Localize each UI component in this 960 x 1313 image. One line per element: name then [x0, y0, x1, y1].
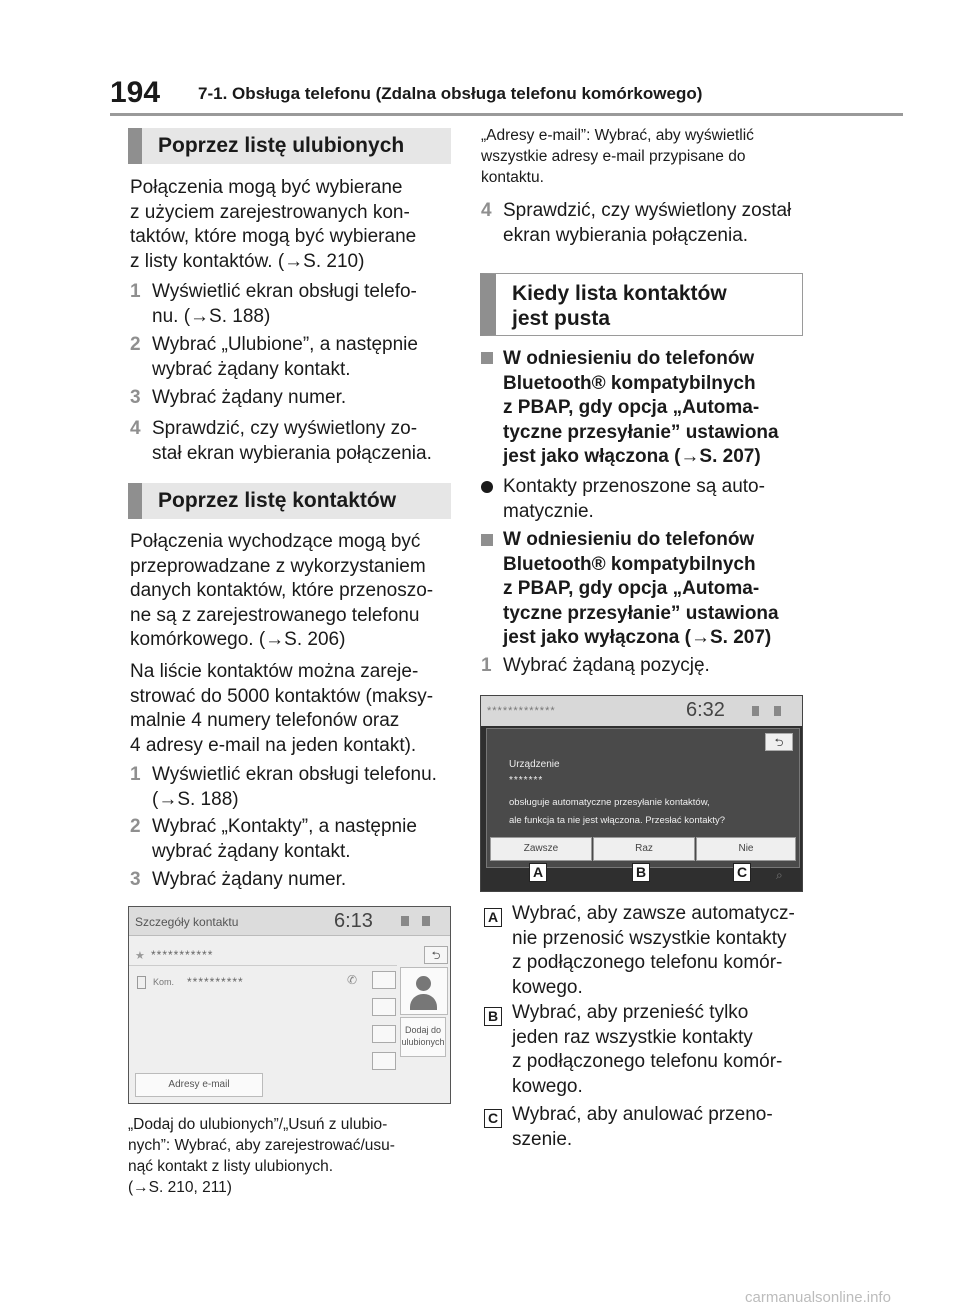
- square-bullet-2: [481, 534, 493, 546]
- disabled-auto-transfer-heading: W odniesieniu do telefonów Bluetooth® kompatybilnych z PBAP, gdy opcja „Automa- tyczne przesyłanie” ustawiona jest jako wyłączona (→S. 207): [503, 529, 779, 648]
- back-button[interactable]: ⮌: [424, 946, 448, 964]
- screen1-caption: „Dodaj do ulubionych”/„Usuń z ulubio- nych”: Wybrać, aby zarejestrować/usu- nąć kontakt z listy ulubionych. (→S. 210, 211): [128, 1116, 395, 1196]
- callout-label-b: B: [632, 863, 650, 882]
- contact-name: ***********: [151, 948, 214, 962]
- enabled-auto-transfer-heading: W odniesieniu do telefonów Bluetooth® kompatybilnych z PBAP, gdy opcja „Automa- tyczne przesyłanie” ustawiona jest jako włączona (→S. 207): [503, 348, 779, 467]
- no-button[interactable]: Nie: [696, 837, 796, 861]
- contacts-limit-note: Na liście kontaktów można zareje- strować do 5000 kontaktów (maksy- malnie 4 numery telefonów oraz 4 adresy e-mail na jeden kontakt).: [130, 661, 434, 756]
- desc-label-b: B: [484, 1007, 502, 1026]
- desc-once: Wybrać, aby przenieść tylko jeden raz wszystkie kontakty z podłączonego telefonu komór- kowego.: [512, 1002, 783, 1097]
- dialog-message-line2: ale funkcja ta nie jest włączona. Przesłać kontakty?: [509, 815, 725, 826]
- scroll-down-button[interactable]: [372, 1052, 396, 1070]
- dialog-message-line1: obsługuje automatyczne przesyłanie kontaktów,: [509, 797, 710, 808]
- auto-transfer-note: Kontakty przenoszone są auto- matycznie.: [503, 476, 765, 522]
- device-name-masked: *************: [487, 705, 556, 717]
- contacts-intro: Połączenia wychodzące mogą być przeprowadzane z wykorzystaniem danych kontaktów, które przenoszo- ne są z zarejestrowanego telefonu komórkowego. (→S. 206): [130, 531, 434, 650]
- screen-clock: 6:32: [686, 699, 725, 721]
- email-caption: „Adresy e-mail”: Wybrać, aby wyświetlić wszystkie adresy e-mail przypisane do kontaktu.: [481, 127, 754, 186]
- signal-icon: [774, 706, 781, 716]
- phone-number[interactable]: **********: [187, 975, 244, 989]
- contacts-step-3: 3 Wybrać żądany numer.: [130, 869, 347, 890]
- section-heading-contacts: Poprzez listę kontaktów: [128, 483, 451, 519]
- screen-clock: 6:13: [334, 910, 373, 932]
- chapter-title: 7-1. Obsługa telefonu (Zdalna obsługa telefonu komórkowego): [198, 84, 703, 103]
- page-number: 194: [110, 76, 161, 109]
- section-heading-empty-list: Kiedy lista kontaktów jest pusta: [480, 273, 803, 336]
- header-rule: [110, 113, 903, 116]
- once-button[interactable]: Raz: [593, 837, 695, 861]
- contact-details-screenshot: [128, 906, 451, 1104]
- add-to-favorites-button[interactable]: Dodaj do ulubionych: [400, 1017, 446, 1057]
- right-step-4: 4 Sprawdzić, czy wyświetlony został ekran wybierania połączenia.: [481, 200, 792, 246]
- scroll-up-button[interactable]: [372, 971, 396, 989]
- screen-title: Szczegóły kontaktu: [135, 915, 239, 929]
- dialog-title: Urządzenie: [509, 759, 560, 770]
- callout-label-a: A: [529, 863, 547, 882]
- desc-always: Wybrać, aby zawsze automatycz- nie przenosić wszystkie kontakty z podłączonego telefonu komór- kowego.: [512, 903, 795, 998]
- contacts-step-1: 1 Wyświetlić ekran obsługi telefonu. (→S. 188): [130, 764, 437, 810]
- back-button[interactable]: ⮌: [765, 733, 793, 751]
- email-icon-button[interactable]: [372, 998, 396, 1016]
- star-icon: ★: [135, 950, 145, 962]
- transfer-dialog: [486, 728, 800, 868]
- battery-icon: [401, 916, 409, 926]
- desc-label-a: A: [484, 908, 502, 927]
- desc-cancel: Wybrać, aby anulować przeno- szenie.: [512, 1104, 773, 1150]
- email-addresses-button[interactable]: Adresy e-mail: [135, 1073, 263, 1097]
- watermark: carmanualsonline.info: [745, 1289, 891, 1306]
- signal-icon: [422, 916, 430, 926]
- favorites-intro: Połączenia mogą być wybierane z użyciem zarejestrowanych kon- taktów, które mogą być wybierane z listy kontaktów. (→S. 210): [130, 177, 417, 272]
- email-icon-button-2[interactable]: [372, 1025, 396, 1043]
- callout-label-c: C: [733, 863, 751, 882]
- section-heading-favorites: Poprzez listę ulubionych: [128, 128, 451, 164]
- desc-label-c: C: [484, 1109, 502, 1128]
- square-bullet-1: [481, 352, 493, 364]
- battery-icon: [752, 706, 759, 716]
- phone-type-label: Kom.: [153, 977, 175, 987]
- favorites-step-1: 1 Wyświetlić ekran obsługi telefo- nu. (→S. 188): [130, 281, 417, 327]
- search-icon: ⌕: [776, 868, 783, 882]
- dialog-device: *******: [509, 775, 544, 786]
- favorites-step-2: 2 Wybrać „Ulubione”, a następnie wybrać żądany kontakt.: [130, 334, 418, 380]
- call-icon[interactable]: ✆: [347, 973, 358, 987]
- contacts-step-2: 2 Wybrać „Kontakty”, a następnie wybrać żądany kontakt.: [130, 816, 417, 862]
- always-button[interactable]: Zawsze: [490, 837, 592, 861]
- favorites-step-4: 4 Sprawdzić, czy wyświetlony zo- stał ekran wybierania połączenia.: [130, 418, 432, 464]
- contact-avatar: [400, 967, 448, 1015]
- right-step-1: 1 Wybrać żądaną pozycję.: [481, 655, 710, 676]
- round-bullet: [481, 481, 493, 493]
- favorites-step-3: 3 Wybrać żądany numer.: [130, 387, 347, 408]
- mobile-phone-icon: [137, 976, 146, 989]
